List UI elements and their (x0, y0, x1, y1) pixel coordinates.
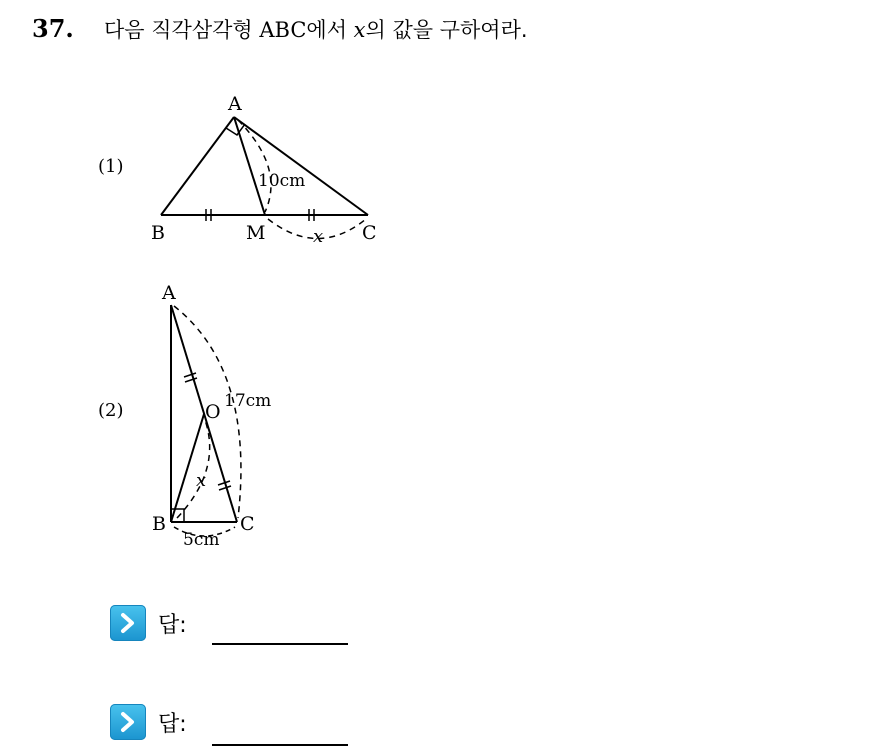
answer-row-1 (110, 603, 187, 643)
figure2-label: (2) (98, 400, 124, 421)
fig2-base-label: 5cm (183, 530, 220, 550)
figure1-label: (1) (98, 156, 124, 177)
fig2-vertex-a: A (162, 282, 176, 304)
answer-blank-1[interactable] (212, 643, 348, 645)
question-variable: x (353, 18, 366, 42)
chevron-right-icon (110, 704, 146, 740)
problem-number: 37. (32, 14, 74, 43)
fig2-length-label: 17cm (224, 391, 272, 411)
answer-label-1: 답: (158, 612, 187, 638)
fig2-vertex-c: C (240, 513, 255, 535)
fig2-tick-ao-1 (184, 373, 196, 377)
question-text-after: 의 값을 구하여라. (365, 18, 528, 42)
answer-blank-2[interactable] (212, 744, 348, 746)
answer-row-2 (110, 702, 187, 742)
fig1-length-label: 10cm (258, 171, 306, 191)
question-triangle-name: ABC (259, 18, 307, 42)
fig1-vertex-a: A (228, 93, 242, 115)
question-text-middle: 에서 (306, 18, 354, 42)
fig1-vertex-c: C (362, 222, 377, 244)
fig2-unknown-label: x (196, 470, 207, 491)
fig2-vertex-b: B (152, 513, 166, 535)
answer-label-2: 답: (158, 711, 187, 737)
fig1-vertex-m: M (246, 222, 266, 244)
fig1-unknown-label: x (313, 226, 324, 247)
question-text-before: 다음 직각삼각형 (104, 18, 260, 42)
fig2-vertex-o: O (205, 401, 221, 423)
fig2-tick-oc-2 (219, 486, 231, 490)
fig1-vertex-b: B (151, 222, 165, 244)
fig2-dashed-arc-bo (177, 420, 210, 518)
chevron-right-icon (110, 605, 146, 641)
